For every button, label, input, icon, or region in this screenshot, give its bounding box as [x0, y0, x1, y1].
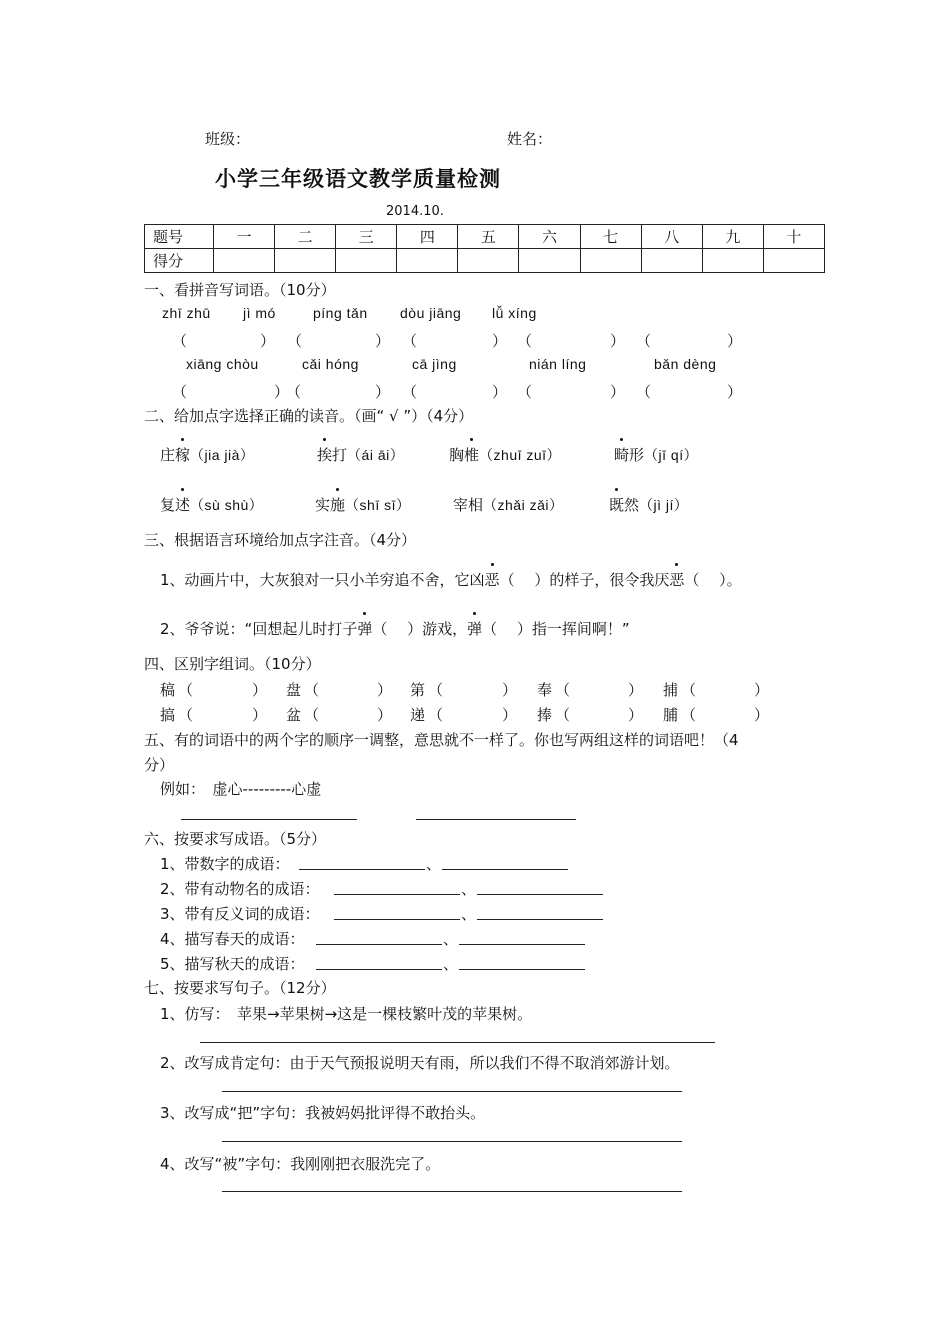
q3-text: 2、爷爷说：“回想起儿时打子	[160, 620, 358, 638]
column-5: 五	[458, 225, 519, 249]
q2-item-3	[449, 444, 561, 465]
q4-char: 第	[410, 681, 426, 699]
q2-char: 实	[315, 496, 331, 514]
score-cell[interactable]	[641, 249, 702, 273]
pinyin-10: bǎn dèng	[654, 356, 717, 372]
q6-separator: 、	[461, 880, 477, 898]
open-paren: （	[178, 681, 194, 699]
column-1: 一	[214, 225, 275, 249]
q6-answer-line[interactable]	[477, 919, 603, 920]
q4-heading: 四、区别字组词。（10分）	[144, 655, 321, 673]
q1-heading: 一、看拼音写词语。（10分）	[144, 281, 336, 299]
score-cell[interactable]	[336, 249, 397, 273]
column-9: 九	[702, 225, 763, 249]
open-paren: （	[517, 383, 533, 401]
q2-item-4	[614, 444, 698, 465]
q2-options: （sù shù）	[190, 497, 264, 513]
open-paren: （	[402, 383, 418, 401]
open-paren: （	[172, 332, 188, 350]
close-paren: ）	[252, 706, 268, 724]
q3-dotted-char: 弹	[357, 620, 373, 638]
column-8: 八	[641, 225, 702, 249]
q6-separator: 、	[426, 855, 442, 873]
q2-char: 形	[629, 446, 645, 464]
column-2: 二	[275, 225, 336, 249]
open-paren: （	[517, 332, 533, 350]
q3-heading: 三、根据语言环境给加点字注音。（4分）	[144, 531, 417, 549]
q4-char: 搞	[160, 706, 176, 724]
q3-dotted-char: 恶	[484, 571, 500, 589]
column-3: 三	[336, 225, 397, 249]
close-paren: ）	[754, 681, 770, 699]
exam-date: 2014.10.	[386, 204, 444, 219]
q6-item-3: 3、带有反义词的成语：	[160, 905, 320, 923]
q2-options: （jī qí）	[644, 447, 699, 463]
q6-separator: 、	[443, 930, 459, 948]
q4-char: 稿	[160, 681, 176, 699]
q2-item-7	[453, 494, 563, 515]
pinyin-9: nián líng	[529, 356, 587, 372]
q2-char: 胸	[449, 446, 465, 464]
score-cell[interactable]	[580, 249, 641, 273]
close-paren: ）	[610, 383, 626, 401]
q7-item-1: 1、仿写： 苹果→苹果树→这是一棵枝繁叶茂的苹果树。	[160, 1005, 533, 1023]
q3-text: （ ）指一挥间啊！”	[482, 620, 630, 638]
open-paren: （	[402, 332, 418, 350]
q6-item-2: 2、带有动物名的成语：	[160, 880, 320, 898]
close-paren: ）	[502, 706, 518, 724]
q7-answer-line[interactable]	[222, 1141, 682, 1142]
column-10: 十	[763, 225, 824, 249]
q6-answer-line[interactable]	[299, 869, 425, 870]
open-paren: （	[428, 681, 444, 699]
q4-char: 盘	[286, 681, 302, 699]
pinyin-6: xiāng chòu	[186, 356, 259, 372]
score-cell[interactable]	[275, 249, 336, 273]
q2-item-8	[609, 494, 688, 515]
score-cell[interactable]	[702, 249, 763, 273]
open-paren: （	[636, 332, 652, 350]
name-label: 姓名：	[507, 130, 553, 148]
close-paren: ）	[754, 706, 770, 724]
open-paren: （	[428, 706, 444, 724]
close-paren: ）	[375, 332, 391, 350]
q7-item-3: 3、改写成“把”字句：我被妈妈批评得不敢抬头。	[160, 1104, 486, 1122]
q6-heading: 六、按要求写成语。（5分）	[144, 830, 327, 848]
close-paren: ）	[628, 681, 644, 699]
q7-answer-line[interactable]	[222, 1191, 682, 1192]
q3-dotted-char: 弹	[467, 620, 483, 638]
score-label: 得分	[145, 249, 214, 273]
q2-options: （jia jià）	[190, 447, 255, 463]
open-paren: （	[178, 706, 194, 724]
q4-char: 盆	[286, 706, 302, 724]
open-paren: （	[555, 681, 571, 699]
open-paren: （	[172, 383, 188, 401]
q2-dotted-char: 畸	[614, 446, 630, 464]
page-title: 小学三年级语文教学质量检测	[215, 167, 501, 191]
q2-dotted-char: 稼	[175, 446, 191, 464]
close-paren: ）	[377, 681, 393, 699]
q2-char: 然	[624, 496, 640, 514]
q6-separator: 、	[443, 955, 459, 973]
close-paren: ）	[377, 706, 393, 724]
q6-answer-line[interactable]	[334, 894, 460, 895]
q2-item-1	[160, 444, 254, 465]
q2-item-5	[160, 494, 263, 515]
q2-dotted-char: 述	[175, 496, 191, 514]
close-paren: ）	[628, 706, 644, 724]
q6-answer-line[interactable]	[459, 969, 585, 970]
q2-options: （shī sī）	[345, 497, 411, 513]
close-paren: ）	[492, 383, 508, 401]
open-paren: （	[286, 383, 302, 401]
q2-item-2	[317, 444, 404, 465]
q2-dotted-char: 施	[330, 496, 346, 514]
q5-answer-line-2[interactable]	[416, 819, 576, 820]
q6-separator: 、	[461, 905, 477, 923]
q2-options: （ái āi）	[347, 447, 405, 463]
open-paren: （	[681, 706, 697, 724]
score-table	[144, 224, 825, 273]
q6-answer-line[interactable]	[442, 869, 568, 870]
q6-answer-line[interactable]	[477, 894, 603, 895]
q2-options: （jì jí）	[639, 497, 689, 513]
q2-dotted-char: 既	[609, 496, 625, 514]
q4-char: 递	[410, 706, 426, 724]
close-paren: ）	[492, 332, 508, 350]
score-cell[interactable]	[397, 249, 458, 273]
open-paren: （	[304, 681, 320, 699]
q3-text: （ ）的样子，很令我厌	[499, 571, 670, 589]
pinyin-4: dòu jiāng	[400, 305, 462, 321]
q2-char: 庄	[160, 446, 176, 464]
q5-example: 例如： 虚心---------心虚	[160, 780, 322, 798]
q6-answer-line[interactable]	[316, 969, 442, 970]
q4-char: 捕	[663, 681, 679, 699]
question-number-label: 题号	[145, 225, 214, 249]
close-paren: ）	[375, 383, 391, 401]
q2-options: （zhuī zuī）	[479, 447, 562, 463]
q6-answer-line[interactable]	[459, 944, 585, 945]
column-7: 七	[580, 225, 641, 249]
q3-text: （ ）。	[684, 571, 742, 589]
pinyin-5: lǚ xíng	[492, 305, 537, 321]
score-cell[interactable]	[214, 249, 275, 273]
score-table-header-row	[145, 225, 825, 249]
q2-dotted-char: 椎	[464, 446, 480, 464]
q3-text: （ ）游戏，	[372, 620, 468, 638]
q6-answer-line[interactable]	[316, 944, 442, 945]
pinyin-2: jì mó	[243, 305, 276, 321]
pinyin-7: cǎi hóng	[302, 356, 359, 372]
q7-answer-line[interactable]	[222, 1091, 682, 1092]
score-cell[interactable]	[458, 249, 519, 273]
q5-heading: 五、有的词语中的两个字的顺序一调整，意思就不一样了。你也写两组这样的词语吧！（4	[144, 731, 739, 749]
q2-char: 复	[160, 496, 176, 514]
q6-item-5: 5、描写秋天的成语：	[160, 955, 305, 973]
q7-item-4: 4、改写“被”字句：我刚刚把衣服洗完了。	[160, 1155, 441, 1173]
q2-item-6	[315, 494, 411, 515]
class-label: 班级：	[205, 130, 251, 148]
q7-item-2: 2、改写成肯定句：由于天气预报说明天有雨，所以我们不得不取消郊游计划。	[160, 1054, 680, 1072]
open-paren: （	[636, 383, 652, 401]
q7-answer-line[interactable]	[200, 1042, 715, 1043]
close-paren: ）	[274, 383, 290, 401]
q3-text: 1、动画片中，大灰狼对一只小羊穷追不舍，它凶	[160, 571, 485, 589]
close-paren: ）	[252, 681, 268, 699]
open-paren: （	[681, 681, 697, 699]
q2-heading: 二、给加点字选择正确的读音。（画“ √ ”）（4分）	[144, 407, 474, 425]
q2-dotted-char: 挨	[317, 446, 333, 464]
column-6: 六	[519, 225, 580, 249]
score-cell[interactable]	[519, 249, 580, 273]
q6-item-1: 1、带数字的成语：	[160, 855, 290, 873]
q4-char: 捧	[537, 706, 553, 724]
q2-char: 打	[332, 446, 348, 464]
q5-answer-line-1[interactable]	[181, 819, 357, 820]
close-paren: ）	[727, 383, 743, 401]
close-paren: ）	[610, 332, 626, 350]
open-paren: （	[304, 706, 320, 724]
q3-dotted-char: 恶	[669, 571, 685, 589]
q6-item-4: 4、描写春天的成语：	[160, 930, 305, 948]
q4-char: 脯	[663, 706, 679, 724]
q2-char: 宰相	[453, 496, 484, 514]
column-4: 四	[397, 225, 458, 249]
q6-answer-line[interactable]	[334, 919, 460, 920]
q3-sentence-2	[160, 618, 630, 639]
q5-heading-cont: 分）	[144, 756, 175, 774]
q4-char: 奉	[537, 681, 553, 699]
open-paren: （	[287, 332, 303, 350]
score-table-score-row	[145, 249, 825, 273]
close-paren: ）	[260, 332, 276, 350]
pinyin-3: píng tǎn	[313, 305, 368, 321]
close-paren: ）	[502, 681, 518, 699]
pinyin-1: zhī zhū	[162, 305, 211, 321]
q2-options: （zhǎi zǎi）	[483, 497, 564, 513]
close-paren: ）	[727, 332, 743, 350]
score-cell[interactable]	[763, 249, 824, 273]
pinyin-8: cā jìng	[412, 356, 457, 372]
q3-sentence-1	[160, 569, 742, 590]
open-paren: （	[555, 706, 571, 724]
q7-heading: 七、按要求写句子。（12分）	[144, 979, 336, 997]
